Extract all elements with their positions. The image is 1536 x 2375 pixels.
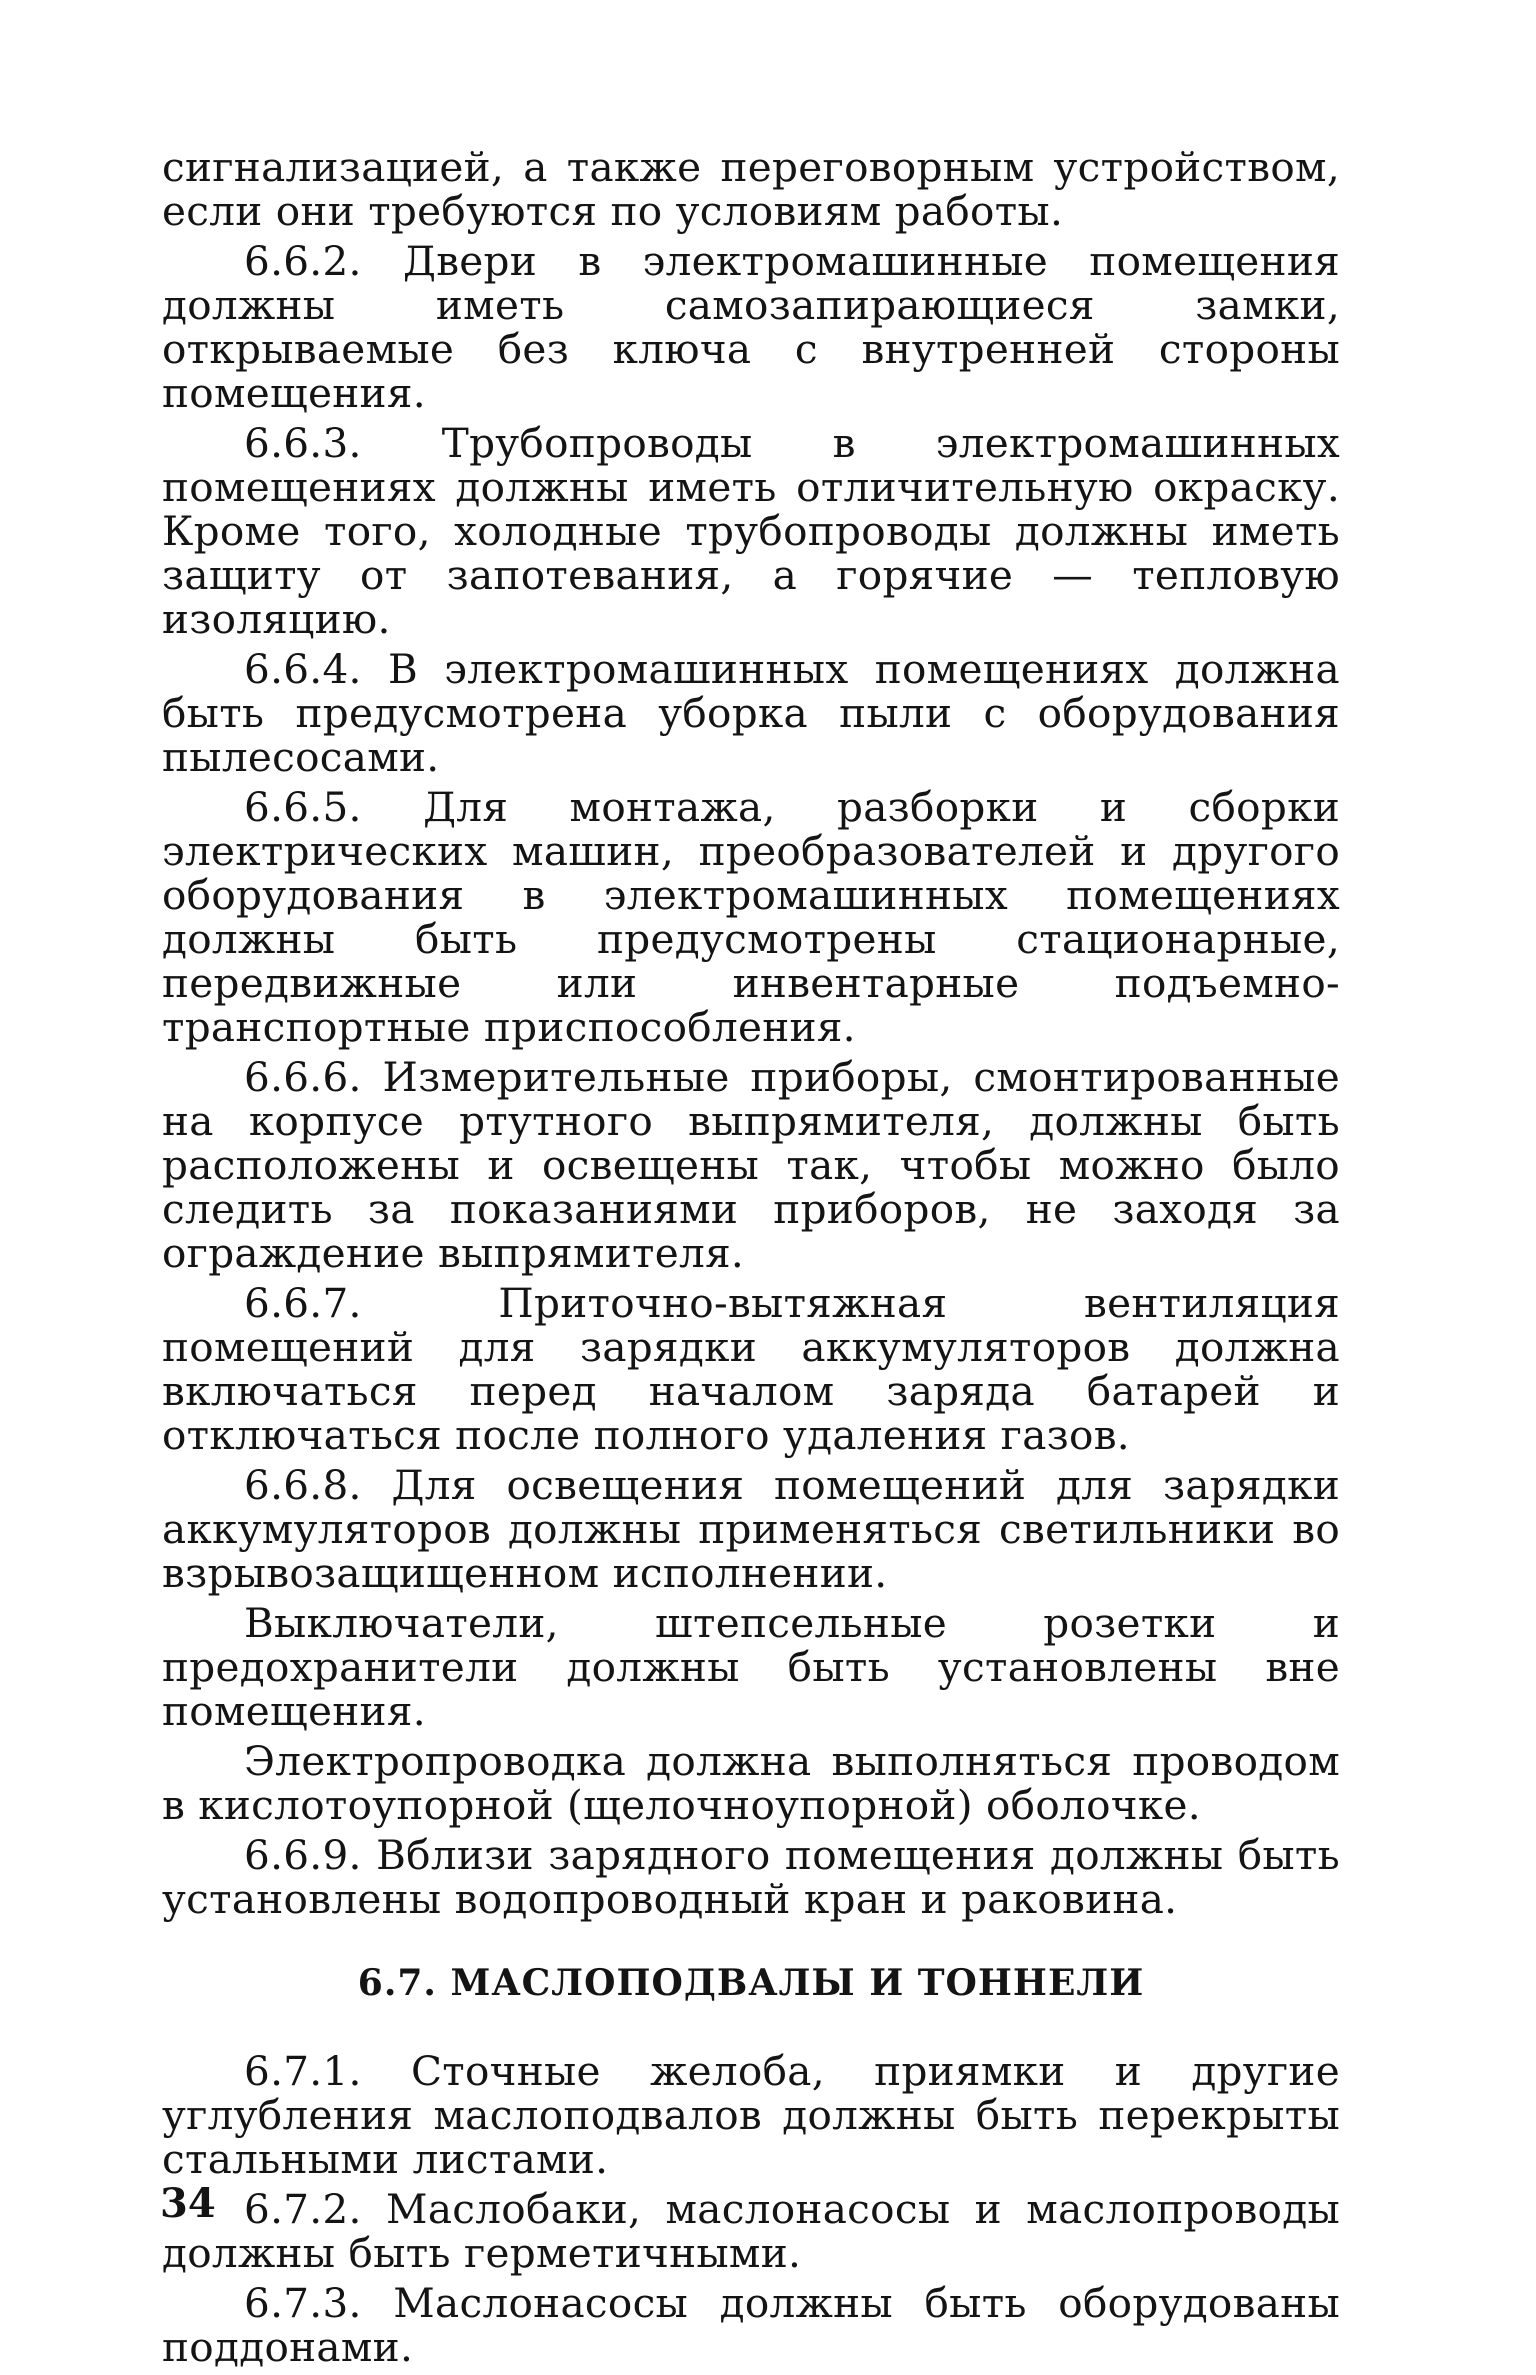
paragraph-6-7-1: 6.7.1. Сточные желоба, приямки и другие углубления маслоподвалов должны быть перекрыты стальными листами. bbox=[162, 2047, 1340, 2183]
paragraph-6-6-9: 6.6.9. Вблизи зарядного помещения должны быть установлены водопроводный кран и раковина. bbox=[162, 1831, 1340, 1923]
paragraph-switches: Выключатели, штепсельные розетки и предохранители должны быть установлены вне помещения. bbox=[162, 1599, 1340, 1735]
section-heading: 6.7. МАСЛОПОДВАЛЫ И ТОННЕЛИ bbox=[357, 1962, 1145, 2004]
paragraph-6-6-3: 6.6.3. Трубопроводы в электромашинных помещениях должны иметь отличительную окраску. Кроме того, холодные трубопроводы должны иметь защиту от запотевания, а горячие — тепловую изоляцию. bbox=[162, 419, 1340, 643]
paragraph-6-7-3: 6.7.3. Маслонасосы должны быть оборудованы поддонами. bbox=[162, 2279, 1340, 2371]
paragraph-6-6-2: 6.6.2. Двери в электромашинные помещения должны иметь самозапирающиеся замки, открываемые без ключа с внутренней стороны помещения. bbox=[162, 237, 1340, 417]
paragraph-6-6-6: 6.6.6. Измерительные приборы, смонтированные на корпусе ртутного выпрямителя, должны быть расположены и освещены так, чтобы можно было следить за показаниями приборов, не заходя за ограждение выпрямителя. bbox=[162, 1053, 1340, 1277]
paragraph-6-6-5: 6.6.5. Для монтажа, разборки и сборки электрических машин, преобразователей и другого оборудования в электромашинных помещениях должны быть предусмотрены стационарные, передвижные или инвентарные подъемно-транспортные приспособления. bbox=[162, 783, 1340, 1051]
paragraph-6-7-2: 6.7.2. Маслобаки, маслонасосы и маслопроводы должны быть герметичными. bbox=[162, 2185, 1340, 2277]
paragraph-6-6-8: 6.6.8. Для освещения помещений для зарядки аккумуляторов должны применяться светильники во взрывозащищенном исполнении. bbox=[162, 1461, 1340, 1597]
paragraph-6-6-4: 6.6.4. В электромашинных помещениях должна быть предусмотрена уборка пыли с оборудования пылесосами. bbox=[162, 645, 1340, 781]
page-number: 34 bbox=[160, 2180, 216, 2227]
paragraph-wiring: Электропроводка должна выполняться проводом в кислотоупорной (щелочноупорной) оболочке. bbox=[162, 1737, 1340, 1829]
paragraph-6-6-7: 6.6.7. Приточно-вытяжная вентиляция помещений для зарядки аккумуляторов должна включаться перед началом заряда батарей и отключаться после полного удаления газов. bbox=[162, 1279, 1340, 1459]
body-text bbox=[162, 145, 1340, 2375]
paragraph-continuation: сигнализацией, а также переговорным устройством, если они требуются по условиям работы. bbox=[162, 143, 1340, 235]
